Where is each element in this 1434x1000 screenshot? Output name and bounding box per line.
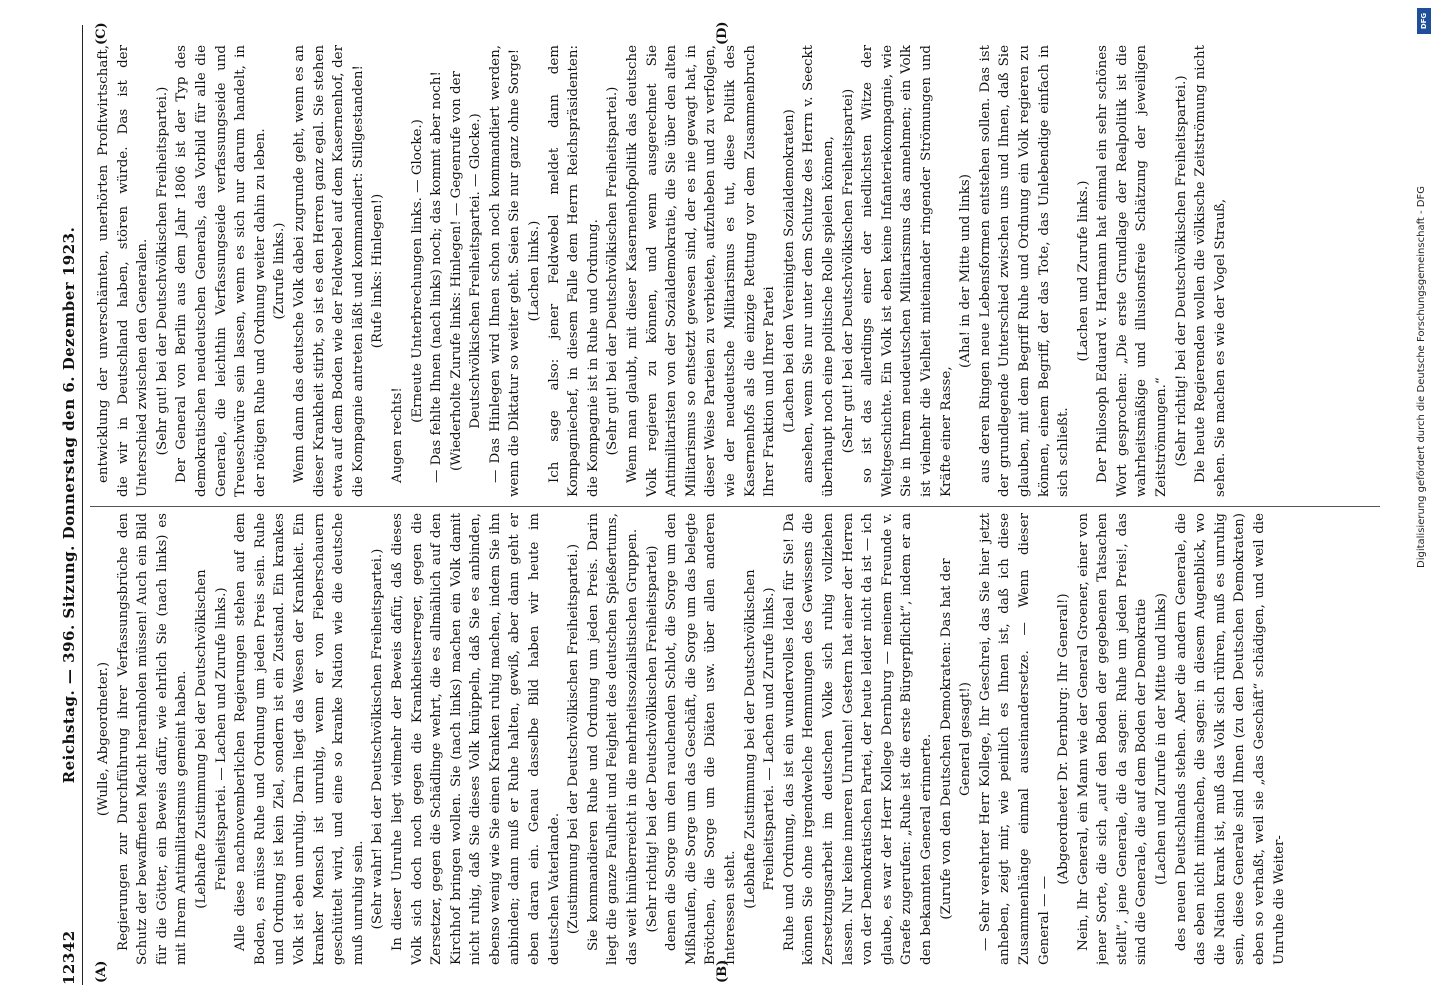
paragraph: entwicklung der unverschämten, unerhörten Profitwirtschaft, die wir in Deutschland haben, stören würde. Das ist der Unterschied zwischen den Generalen. <box>96 45 151 497</box>
margin-marker-c: (C) <box>94 22 109 45</box>
paragraph: — Sehr verehrter Herr Kollege, Ihr Geschrei, das Sie hier jetzt anheben, zeigt mir, wie peinlich es Ihnen ist, daß ich diese Zusammenhänge einmal auseinandersetze. — Wenn dieser General — — <box>977 513 1052 965</box>
interjection: (Lachen und Zurufe links.) <box>1075 180 1091 362</box>
paragraph: Wenn man glaubt, mit dieser Kasernenhofpolitik das deutsche Volk regieren zu können, und wenn ausgerechnet Sie Antimilitaristen von der Sozialdemokratie, die Sie über den alten Militarismus so entsetzt gewesen sind, der es nie gewagt hat, in dieser Weise Parteien zu verbieten, aufzuheben und zu verfolgen, wie der neudeutsche Militarismus es tut, diese Politik des Kasernenhofs als die einzige Rettung vor dem Zusammenbruch Ihrer Fraktion und Ihrer Partei <box>625 45 778 497</box>
paragraph: Ich sage also: jener Feldwebel meldet dann dem Kompagniechef, in diesem Falle dem Herrn Reichspräsidenten: die Kompagnie ist in Ruhe und Ordnung. <box>546 45 601 497</box>
paragraph: — Das Hinlegen wird Ihnen schon noch kommandiert werden, wenn die Diktatur so weiter geht. Seien Sie nur ganz ohne Sorge! <box>487 45 523 497</box>
interjection: (Zurufe von den Deutschen Demokraten: Das hat der General gesagt!) <box>938 558 974 920</box>
page-number: 12342 <box>60 930 78 985</box>
paragraph: aus deren Ringen neue Lebensformen entstehen sollen. Das ist der grundlegende Unterschied zwischen uns und Ihnen, daß Sie glauben, mit dem Begriff Ruhe und Ordnung ein Volk regieren zu können, einem Begriff, der das Tote, das Unlebendige einfach in sich schließt. <box>977 45 1072 497</box>
interjection: (Sehr gut! bei der Deutschvölkischen Freiheitspartei.) <box>605 86 621 456</box>
interjection: (Rufe links: Hinlegen!) <box>370 193 386 349</box>
page-header <box>60 25 83 985</box>
paragraph: denen die Sorge um den rauchenden Schlot, die Sorge um den Mißhaufen, die Sorge um das Geschäft, die Sorge um das belegte Brötchen, die Sorge um die Diäten usw. über allen anderen Interessen steht. <box>664 513 738 965</box>
paragraph: In dieser Unruhe liegt vielmehr der Beweis dafür, daß dieses Volk sich doch noch gegen die Krankheitserreger, gegen die Zersetzer, gegen die Schädlinge wehrt, die es allmählich auf den Kirchhof bringen wollen. Sie (nach links) machen ein Volk damit nicht ruhig, daß Sie dieses Volk knüppeln, daß Sie es anbinden, ebenso wenig wie Sie einen Kranken ruhig machen, indem Sie ihn anbinden; dann muß er Ruhe halten, gewiß, aber dann geht er eben daran ein. Genau dasselbe Bild haben wir heute im deutschen Vaterlande. <box>389 513 562 965</box>
rotated-page <box>60 21 1400 985</box>
interjection: (Lebhafte Zustimmung bei der Deutschvölkischen Freiheitspartei. — Lachen und Zurufe links.) <box>742 569 778 909</box>
paragraph: Regierungen zur Durchführung ihrer Verfassungsbrüche den Schutz der bewaffneten Macht heranholen müssen! Auch ein Bild für die Götter, ein Beweis dafür, wie ehrlich Sie (nach links) es mit Ihrem Antimilitarismus gemeint haben. <box>115 513 190 965</box>
paragraph: Ruhe und Ordnung, das ist ein wundervolles Ideal für Sie! Da können Sie ohne irgendwelche Hemmungen des Gewissens die Zersetzungsarbeit im deutschen Volke sich ruhig vollziehen lassen. Nur keine inneren Unruhen! Gestern hat einer der Herren von der Demokratischen Partei, der heute leider nicht da ist — ich glaube, es war der Herr Kollege Dernburg — meinem Freunde v. Graefe zugerufen: „Ruhe ist die erste Bürgerpflicht“, indem er an den bekannten General erinnerte. <box>781 513 934 965</box>
interjection: (Lachen und Zurufe in der Mitte und links) <box>1154 593 1170 885</box>
interjection: (Aha! in der Mitte und links) <box>958 174 974 368</box>
paragraph: so ist das allerdings einer der niedlichsten Witze der Weltgeschichte. Ein Volk ist eben keine Infanteriekompagnie, wie Sie in Ihrem neudeutschen Militarismus das annehmen; ein Volk ist vielmehr die Vielheit miteinander ringender Strömungen und Kräfte einer Rasse, <box>860 45 954 497</box>
paragraph: des neuen Deutschlands stehen. Aber die andern Generale, die das eben nicht mitmachen, die sagen: in diesem Augenblick, wo die Nation krank ist, muß das Volk sich rühren, muß es unruhig sein, diese Generale sind Ihnen (zu den Deutschen Demokraten) eben so verhaßt, weil sie „das Geschäft“ schädigen, und weil die Unruhe die Weiter- <box>1173 513 1287 965</box>
interjection: (Erneute Unterbrechungen links. — Glocke.) <box>409 119 425 423</box>
column-divider <box>90 506 1380 507</box>
paragraph: ansehen, wenn Sie nur unter dem Schutze des Herrn v. Seeckt überhaupt noch eine politische Rolle spielen können, <box>801 45 836 497</box>
interjection: (Sehr richtig! bei der Deutschvölkischen Freiheitspartei) <box>644 545 660 933</box>
margin-marker-b: (B) <box>715 959 730 983</box>
paragraph: Alle diese nachnovemberlichen Regierungen stehen auf dem Boden, es müsse Ruhe und Ordnung um jeden Preis sein. Ruhe und Ordnung ist kein Ziel, sondern ist ein Zustand. Ein krankes Volk ist eben unruhig. Darin liegt das Wesen der Krankheit. Ein kranker Mensch ist unruhig, wenn er von Fieberschauern geschüttelt wird, und eine so kranke Nation wie die deutsche muß unruhig sein. <box>233 513 366 965</box>
interjection: (Sehr wahr! bei der Deutschvölkischen Freiheitspartei.) <box>370 548 386 930</box>
paragraph: Augen rechts! <box>389 387 405 483</box>
interjection: (Lachen bei den Vereinigten Sozialdemokraten) <box>781 109 797 433</box>
margin-marker-d: (D) <box>715 21 730 45</box>
digitization-sidebar <box>1416 8 1432 993</box>
interjection: (Sehr gut! bei der Deutschvölkischen Freiheitspartei) <box>840 88 856 454</box>
interjection: (Abgeordneter Dr. Dernburg: Ihr General!) <box>1056 593 1072 885</box>
page-title: Reichstag. — 396. Sitzung. Donnerstag den 6. Dezember 1923. <box>60 226 78 784</box>
left-column <box>94 513 1390 965</box>
interjection: (Sehr richtig! bei der Deutschvölkischen Freiheitspartei.) <box>1173 75 1189 467</box>
right-column <box>94 45 1390 497</box>
margin-marker-a: (A) <box>94 960 109 983</box>
paragraph: Sie kommandieren Ruhe und Ordnung um jeden Preis. Darin liegt die ganze Faulheit und Feigheit des deutschen Spießertums, das weit hinüberreicht in die mehrheitssozialistischen Gruppen. <box>585 513 641 965</box>
paragraph: Der Philosoph Eduard v. Hartmann hat einmal ein sehr schönes Wort gesprochen: „Die erste Grundlage der Realpolitik ist die wahrheitsmäßige und illusionsfreie Schätzung der jeweiligen Zeitströmungen.“ <box>1095 45 1170 497</box>
interjection: (Sehr gut! bei der Deutschvölkischen Freiheitspartei.) <box>154 86 170 456</box>
digitization-credit: Digitalisierung gefördert durch die Deutsche Forschungsgemeinschaft - DFG <box>1416 185 1427 568</box>
paragraph: Der General von Berlin aus dem Jahr 1806 ist der Typ des demokratischen neudeutschen Generals, das Vorbild für alle die Generale, die leichthin Verfassungseide verfassungseide und Treueschwüre sein lassen, wenn es sich nur darum handelt, in der nötigen Ruhe und Ordnung weiter dahin zu leben. <box>174 45 268 497</box>
dfg-logo-icon: DFG <box>1417 8 1431 34</box>
interjection: (Wiederholte Zurufe links: Hinlegen! — Gegenrufe von der Deutschvölkischen Freiheitspartei. — Glocke.) <box>448 71 484 471</box>
paragraph: — Das fehlte Ihnen (nach links) noch; das kommt aber noch! <box>429 71 445 483</box>
interjection: (Zustimmung bei der Deutschvölkischen Freiheitspartei.) <box>566 543 582 935</box>
interjection: (Lachen links.) <box>527 220 543 322</box>
paragraph: Wenn dann das deutsche Volk dabei zugrunde geht, wenn es an dieser Krankheit stirbt, so ist es den Herren ganz egal. Sie stehen etwa auf dem Boden wie der Feldwebel auf dem Kasernenhof, der die Kompagnie antreten läßt und kommandiert: Stillgestanden! <box>291 45 366 497</box>
interjection: (Zurufe links.) <box>272 222 288 320</box>
paragraph: Nein, Ihr General, ein Mann wie der General Groener, einer von jener Sorte, die sich „auf den Boden der gegebenen Tatsachen stellt“, jene Generale, die da sagen: Ruhe um jeden Preis!, das sind die Generale, die auf dem Boden der Demokratie <box>1075 513 1150 965</box>
paragraph: Die heute Regierenden wollen die völkische Zeitströmung nicht sehen. Sie machen es wie der Vogel Strauß, <box>1193 45 1228 497</box>
paragraph: (Wulle, Abgeordneter.) <box>96 661 111 817</box>
interjection: (Lebhafte Zustimmung bei der Deutschvölkischen Freiheitspartei. — Lachen und Zurufe links.) <box>193 569 229 909</box>
